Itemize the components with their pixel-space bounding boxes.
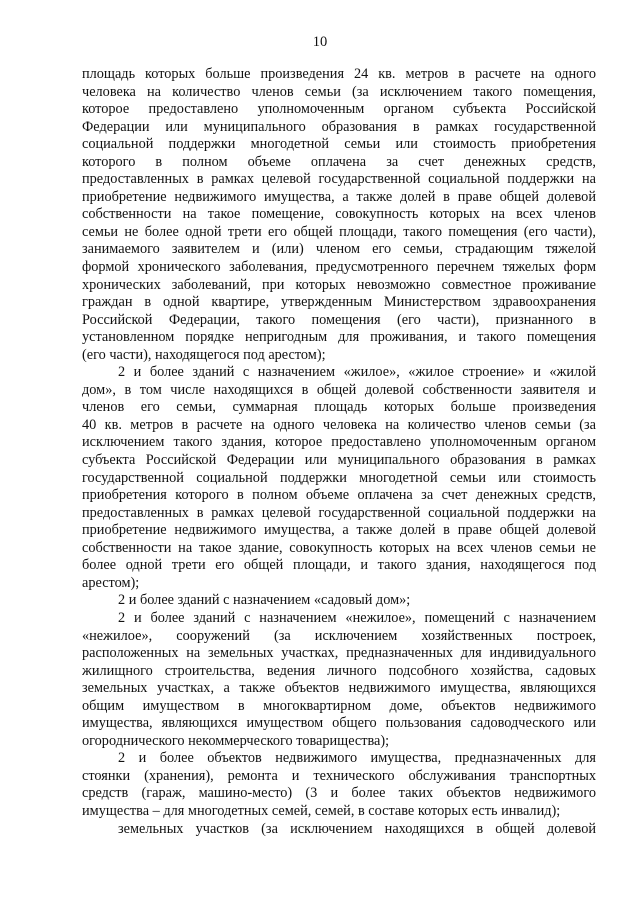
text-line: «нежилое», сооружений (за исключением хозяйственных построек,	[82, 627, 596, 644]
text-line: расположенных на земельных участках, предназначенных для индивидуального	[82, 645, 596, 662]
text-line: земельных участках, а также объектов недвижимого имущества, являющихся	[82, 680, 596, 697]
text-line: приобретение недвижимого имущества, а также долей в праве общей долевой	[82, 188, 596, 205]
text-line: социальной поддержки многодетной семьи или стоимость приобретения	[82, 136, 596, 153]
text-line: жилищного строительства, ведения личного подсобного хозяйства, садовых	[82, 662, 596, 679]
text-line: огороднического некоммерческого товарищества);	[82, 732, 390, 749]
text-line: общим имуществом в многоквартирном доме, объектов недвижимого	[82, 697, 596, 714]
text-line: собственности на такое здание, совокупность которых на всех членов семьи не	[82, 539, 596, 556]
text-line: имущества, являющихся имуществом общего пользования садоводческого или	[82, 715, 596, 732]
text-line: предоставленных в рамках целевой государственной социальной поддержки на	[82, 171, 596, 188]
text-line: 2 и более объектов недвижимого имущества, предназначенных для	[118, 750, 596, 767]
text-line: (его части), находящегося под арестом);	[82, 346, 326, 363]
text-line: членов его семьи, суммарная площадь которых больше произведения	[82, 399, 596, 416]
text-line: Федерации или муниципального образования в рамках государственной	[82, 118, 596, 135]
text-line: стоянки (хранения), ремонта и технического обслуживания транспортных	[82, 767, 596, 784]
text-line: более одной трети его общей площади, и такого здания, находящегося под	[82, 557, 596, 574]
text-line: дом», в том числе находящихся в общей долевой собственности заявителя и	[82, 381, 596, 398]
text-line: 2 и более зданий с назначением «нежилое», помещений с назначением	[118, 609, 596, 626]
text-line: средств (гараж, машино-место) (3 и более таких объектов недвижимого	[82, 785, 596, 802]
text-line: хронических заболеваний, при которых невозможно совместное проживание	[82, 276, 596, 293]
text-line: арестом);	[82, 574, 140, 591]
page-number: 10	[312, 34, 328, 50]
text-line: собственности на такое помещение, совокупность которых на всех членов	[82, 206, 596, 223]
text-line: семьи не более одной трети его общей площади, такого помещения (его части),	[82, 223, 596, 240]
text-line: предоставленных в рамках целевой государственной социальной поддержки на	[82, 504, 596, 521]
text-line: площадь которых больше произведения 24 кв. метров в расчете на одного	[82, 66, 596, 82]
text-line: исключением такого здания, которое предоставлено уполномоченным органом	[82, 434, 596, 451]
text-line: земельных участков (за исключением находящихся в общей долевой	[118, 820, 596, 837]
text-line: Российской Федерации, такого помещения (его части), признанного в	[82, 311, 596, 328]
text-line: приобретения которого в полном объеме оплачена за счет денежных средств,	[82, 487, 596, 504]
text-line: которое предоставлено уполномоченным органом субъекта Российской	[82, 101, 596, 118]
text-line: 2 и более зданий с назначением «жилое», «жилое строение» и «жилой	[118, 364, 596, 381]
text-line: государственной социальной поддержки многодетной семьи или стоимость	[82, 469, 596, 486]
text-line: установленном порядке непригодным для проживания, и такого помещения	[82, 329, 596, 346]
text-line: человека на количество членов семьи (за исключением такого помещения,	[82, 83, 596, 100]
text-line: занимаемого заявителем и (или) членом его семьи, страдающим тяжелой	[82, 241, 596, 258]
text-line: приобретение недвижимого имущества, а также долей в праве общей долевой	[82, 522, 596, 539]
text-line: субъекта Российской Федерации или муниципального образования в рамках	[82, 452, 596, 469]
document-body	[82, 66, 596, 838]
text-line: имущества – для многодетных семей, семей, в составе которых есть инвалид);	[82, 802, 561, 819]
text-line: 2 и более зданий с назначением «садовый дом»;	[118, 592, 411, 609]
text-line: которого в полном объеме оплачена за счет денежных средств,	[82, 153, 596, 170]
text-line: формой хронического заболевания, предусмотренного перечнем тяжелых форм	[82, 259, 596, 276]
text-line: граждан в одной квартире, утвержденным Министерством здравоохранения	[82, 294, 596, 311]
text-line: 40 кв. метров в расчете на одного человека на количество членов семьи (за	[82, 416, 596, 433]
